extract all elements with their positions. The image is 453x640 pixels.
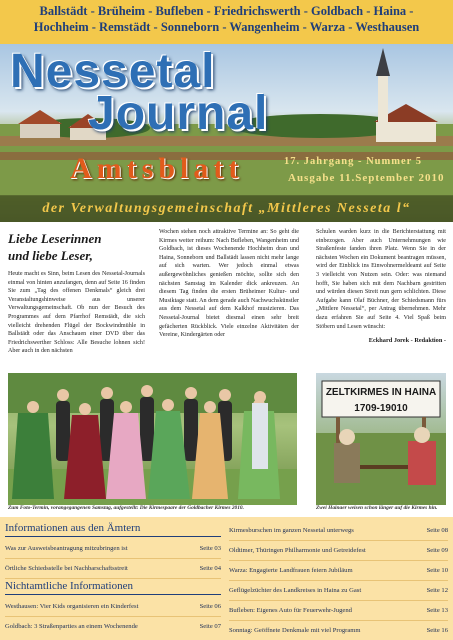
photo-caption-zeltkirmes: Zwei Hainaer weisen schon länger auf die Kirmes hin. [316, 505, 438, 511]
toc-item[interactable] [5, 617, 221, 637]
toc-item-page: Seite 06 [199, 603, 221, 610]
header-town-list [0, 0, 453, 44]
toc-item-label: Kirmesburschen im ganzen Nessetal unterwegs [229, 527, 354, 534]
toc-item-page: Seite 07 [199, 623, 221, 630]
kirmes-couples-photo [8, 373, 297, 505]
sign-text-line-2: 1709-19010 [354, 403, 408, 414]
article-signature: Eckhard Jorek - Redaktion - [368, 337, 446, 345]
article-column-1 [8, 230, 145, 356]
toc-item-label: Warza: Engagierte Landfrauen feiern Jubiläum [229, 567, 353, 574]
toc-item[interactable] [229, 581, 448, 601]
toc-item-label: Was zur Ausweisbeantragung mitzubringen ist [5, 545, 128, 552]
toc-item-label: Sonntag: Geöffnete Denkmale mit viel Programm [229, 627, 361, 634]
toc-section-official: Informationen aus den Ämtern [5, 521, 221, 537]
town-list-line-1: Ballstädt - Brüheim - Bufleben - Friedrichswerth - Goldbach - Haina - [39, 4, 414, 18]
masthead-title-bottom: Journal [88, 87, 269, 140]
article-column-2 [159, 228, 299, 340]
kirmes-couples-illustration [8, 373, 297, 505]
toc-item-label: Geflügelzüchter des Landkreises in Haina zu Gast [229, 587, 362, 594]
toc-right-column [229, 521, 448, 640]
toc-section-unofficial: Nichtamtliche Informationen [5, 579, 221, 595]
toc-item[interactable] [229, 561, 448, 581]
article-text-column-1: Heute macht es Sinn, beim Lesen des Nessetal-Journals einmal von hinten anzufangen, denn auf Seite 16 finden Sie zum „Tag des offenen Denkmals“ gleich drei Veranstaltungshinweise aus unserer Verwaltungsgemeinschaft. Ob nun der Besuch des Programmes auf dem Pfarrhof Remstädt, die sich vielleicht drehenden Flügel der Bockwindmühle in Ballstädt oder das Anschauen einer DVD über das Friedrichswerther Schloss: Alle Besuche lohnen sich! Aber auch in den nächsten [8, 271, 145, 355]
toc-item-page: Seite 04 [199, 565, 221, 572]
toc-item-page: Seite 09 [426, 547, 448, 554]
photo-caption-kirmes: Zum Foto-Termin, vorangegangenen Samstag, aufgestellt: Die Kirmespaare der Goldbacher Kirmes 2010. [8, 505, 244, 511]
zeltkirmes-photo [316, 373, 446, 505]
sign-text-line-1: ZELTKIRMES IN HAINA [325, 387, 437, 398]
greeting-line-1: Liebe Leserinnen [8, 231, 102, 246]
toc-item[interactable] [5, 559, 221, 579]
toc-item[interactable] [229, 601, 448, 621]
toc-item-page: Seite 13 [426, 607, 448, 614]
article-greeting [8, 230, 145, 264]
masthead-title-top: Nessetal [10, 45, 216, 98]
toc-item-page: Seite 03 [199, 545, 221, 552]
toc-item-label: Goldbach: 3 Straßenparties an einem Wochenende [5, 623, 138, 630]
town-list-line-2: Hochheim - Remstädt - Sonneborn - Wangenheim - Warza - Westhausen [33, 20, 420, 34]
toc-item[interactable] [5, 539, 221, 559]
toc-item-label: Bufleben: Eigenes Auto für Feuerwehr-Jugend [229, 607, 352, 614]
toc-item-page: Seite 12 [426, 587, 448, 594]
greeting-line-2: und liebe Leser, [8, 248, 93, 263]
article-text-column-3: Schulen warden kurz in die Berichterstattung mit einbezogen. Aber auch Unternehmungen wie Straßenfeste fanden ihren Platz. Wenn Sie in der nächsten Wochen ein Dokument beantragen müssen, wird der Einblick ins Einwohnermeldeamt auf Seite 3 vielleicht von Nutzen sein. Oder: was niemand hofft, Sie haben sich mit dem Nachbarn gestritten und würden diesen Streit nun gern schlichten. Diese Aufgabe kann Olaf Büchner, der Schiedsmann fürs „Mittlere Nessetal“, per Antrag übernehmen. Mehr dazu erfahren Sie auf Seite 4. Viel Spaß beim Stöbern und Lesen wünscht: [316, 229, 446, 330]
zeltkirmes-illustration [316, 373, 446, 505]
masthead-banner [0, 44, 453, 222]
toc-item-label: Westhausen: Vier Kids organisieren ein Kinderfest [5, 603, 139, 610]
masthead-tagline: der Verwaltungsgemeinschaft „Mittleres Nesseta l“ [0, 195, 453, 222]
table-of-contents [0, 517, 453, 640]
toc-item[interactable] [229, 621, 448, 640]
toc-item-label: Örtliche Schiedsstelle bei Nachbarschaftsstreit [5, 565, 128, 572]
article-text-column-2: Wochen stehen noch attraktive Termine an: So geht die Kirmes weiter reihum: Nach Bufleben, Wangenheim und Goldbach, ist dieses Wochenende Hochheim dran und Haina, Sonneborn und Ballstädt lassen nicht mehr lange auf sich warten. Wer jedoch einmal etwas außergewöhnliches genießen möchte, sollte sich den nächsten Samstag im Kalender dick ankreuzen. An diesem Tag finden die ersten Brüheimer Kultur- und Musiktage statt. An dem gerade auch Nachwuchskünstler aus dem Nessetal auf dem Kalkhof musizieren. Das Nessetal-Journal bietet diesmal einen sehr breit gefächerten Rückblick. Viele einzelne Aktivitäten der Vereine, Kindergärten oder [159, 229, 299, 339]
issue-number: 17. Jahrgang - Nummer 5 [284, 156, 423, 167]
toc-item-page: Seite 10 [426, 567, 448, 574]
toc-item[interactable] [5, 597, 221, 617]
article-column-3 [316, 228, 446, 344]
toc-item[interactable] [229, 521, 448, 541]
toc-item-page: Seite 16 [426, 627, 448, 634]
toc-item[interactable] [229, 541, 448, 561]
toc-item-page: Seite 08 [426, 527, 448, 534]
toc-left-column [5, 521, 221, 637]
toc-item-label: Oldtimer, Thüringen Philharmonie und Getreidefest [229, 547, 366, 554]
edition-date: Ausgabe 11.September 2010 [288, 172, 445, 184]
masthead-subtitle: Amtsblatt [70, 152, 244, 185]
